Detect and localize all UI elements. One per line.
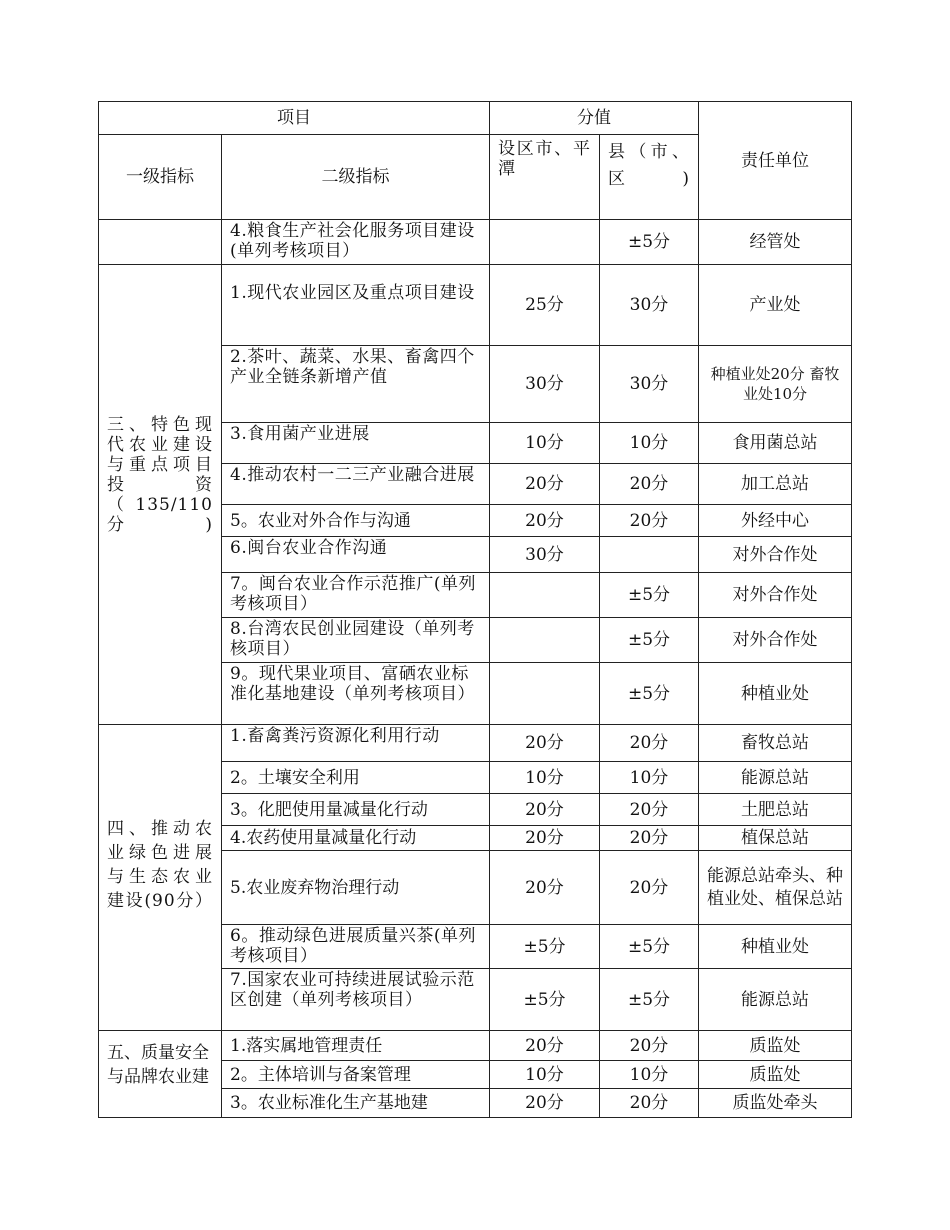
header-level1: 一级指标 (99, 135, 222, 220)
level2-cell: 1.畜禽粪污资源化利用行动 (222, 725, 490, 762)
responsible-unit: 食用菌总站 (699, 423, 852, 464)
responsible-unit: 对外合作处 (699, 618, 852, 663)
level2-cell: 4.农药使用量减量化行动 (222, 826, 490, 851)
responsible-unit: 种植业处 (699, 663, 852, 725)
responsible-unit: 对外合作处 (699, 573, 852, 618)
level2-cell: 5.农业废弃物治理行动 (222, 851, 490, 925)
city-score (490, 220, 600, 265)
city-score: 25分 (490, 265, 600, 346)
county-score: 20分 (600, 826, 699, 851)
county-score (600, 537, 699, 573)
level1-cell-group-3: 三、特色现代农业建设与重点项目投资（135/110分) (99, 265, 222, 725)
responsible-unit: 畜牧总站 (699, 725, 852, 762)
city-score: 30分 (490, 537, 600, 573)
level2-cell: 7。闽台农业合作示范推广(单列考核项目） (222, 573, 490, 618)
county-score: 20分 (600, 725, 699, 762)
evaluation-table (98, 101, 852, 1118)
level2-cell: 5。农业对外合作与沟通 (222, 505, 490, 537)
county-score: 30分 (600, 265, 699, 346)
header-level2: 二级指标 (222, 135, 490, 220)
header-row-1 (99, 102, 852, 135)
responsible-unit: 能源总站 (699, 762, 852, 794)
level2-cell: 3。化肥使用量减量化行动 (222, 794, 490, 826)
responsible-unit: 植保总站 (699, 826, 852, 851)
level2-cell: 4.推动农村一二三产业融合进展 (222, 464, 490, 505)
city-score (490, 618, 600, 663)
county-score: 10分 (600, 423, 699, 464)
county-score: ±5分 (600, 573, 699, 618)
level2-cell: 6。推动绿色进展质量兴茶(单列考核项目） (222, 925, 490, 969)
city-score: 10分 (490, 423, 600, 464)
table-row (99, 725, 852, 762)
header-project: 项目 (99, 102, 490, 135)
header-county: 县（市、区) (600, 135, 699, 220)
city-score (490, 663, 600, 725)
level1-cell-group-5: 五、质量安全与品牌农业建 (99, 1031, 222, 1118)
county-score: 30分 (600, 346, 699, 423)
city-score: 10分 (490, 762, 600, 794)
level2-cell: 3.食用菌产业进展 (222, 423, 490, 464)
city-score: 20分 (490, 794, 600, 826)
county-score: 20分 (600, 851, 699, 925)
responsible-unit: 经管处 (699, 220, 852, 265)
header-score: 分值 (490, 102, 699, 135)
city-score: 10分 (490, 1061, 600, 1089)
level2-cell: 7.国家农业可持续进展试验示范区创建（单列考核项目） (222, 969, 490, 1031)
level2-cell: 6.闽台农业合作沟通 (222, 537, 490, 573)
responsible-unit: 产业处 (699, 265, 852, 346)
level1-cell-empty (99, 220, 222, 265)
responsible-unit: 质监处 (699, 1061, 852, 1089)
responsible-unit: 种植业处 (699, 925, 852, 969)
city-score: 30分 (490, 346, 600, 423)
city-score: 20分 (490, 1089, 600, 1118)
county-score: 10分 (600, 762, 699, 794)
city-score: 20分 (490, 725, 600, 762)
city-score: 20分 (490, 851, 600, 925)
responsible-unit: 加工总站 (699, 464, 852, 505)
city-score (490, 573, 600, 618)
table-row (99, 1031, 852, 1061)
county-score: 10分 (600, 1061, 699, 1089)
county-score: 20分 (600, 505, 699, 537)
responsible-unit: 质监处牵头 (699, 1089, 852, 1118)
responsible-unit: 能源总站 (699, 969, 852, 1031)
level2-cell: 1.现代农业园区及重点项目建设 (222, 265, 490, 346)
county-score: ±5分 (600, 663, 699, 725)
county-score: ±5分 (600, 220, 699, 265)
table-row (99, 265, 852, 346)
level2-cell: 2。主体培训与备案管理 (222, 1061, 490, 1089)
level2-cell: 4.粮食生产社会化服务项目建设(单列考核项目） (222, 220, 490, 265)
level2-cell: 9。现代果业项目、富硒农业标准化基地建设（单列考核项目） (222, 663, 490, 725)
city-score: ±5分 (490, 969, 600, 1031)
county-score: ±5分 (600, 969, 699, 1031)
responsible-unit: 对外合作处 (699, 537, 852, 573)
level2-cell: 2.茶叶、蔬菜、水果、畜禽四个产业全链条新增产值 (222, 346, 490, 423)
table-row (99, 220, 852, 265)
county-score: 20分 (600, 464, 699, 505)
county-score: ±5分 (600, 925, 699, 969)
responsible-unit: 质监处 (699, 1031, 852, 1061)
city-score: 20分 (490, 826, 600, 851)
county-score: 20分 (600, 1031, 699, 1061)
level2-cell: 1.落实属地管理责任 (222, 1031, 490, 1061)
responsible-unit: 外经中心 (699, 505, 852, 537)
responsible-unit: 能源总站牵头、种植业处、植保总站 (699, 851, 852, 925)
city-score: 20分 (490, 464, 600, 505)
level2-cell: 3。农业标准化生产基地建 (222, 1089, 490, 1118)
level1-cell-group-4: 四、推动农业绿色进展与生态农业建设(90分） (99, 725, 222, 1031)
city-score: 20分 (490, 505, 600, 537)
city-score: 20分 (490, 1031, 600, 1061)
responsible-unit: 种植业处20分 畜牧业处10分 (699, 346, 852, 423)
header-responsible-unit: 责任单位 (699, 102, 852, 220)
level2-cell: 2。土壤安全利用 (222, 762, 490, 794)
responsible-unit: 土肥总站 (699, 794, 852, 826)
county-score: 20分 (600, 794, 699, 826)
city-score: ±5分 (490, 925, 600, 969)
level2-cell: 8.台湾农民创业园建设（单列考核项目） (222, 618, 490, 663)
county-score: 20分 (600, 1089, 699, 1118)
county-score: ±5分 (600, 618, 699, 663)
header-city: 设区市、平潭 (490, 135, 600, 220)
